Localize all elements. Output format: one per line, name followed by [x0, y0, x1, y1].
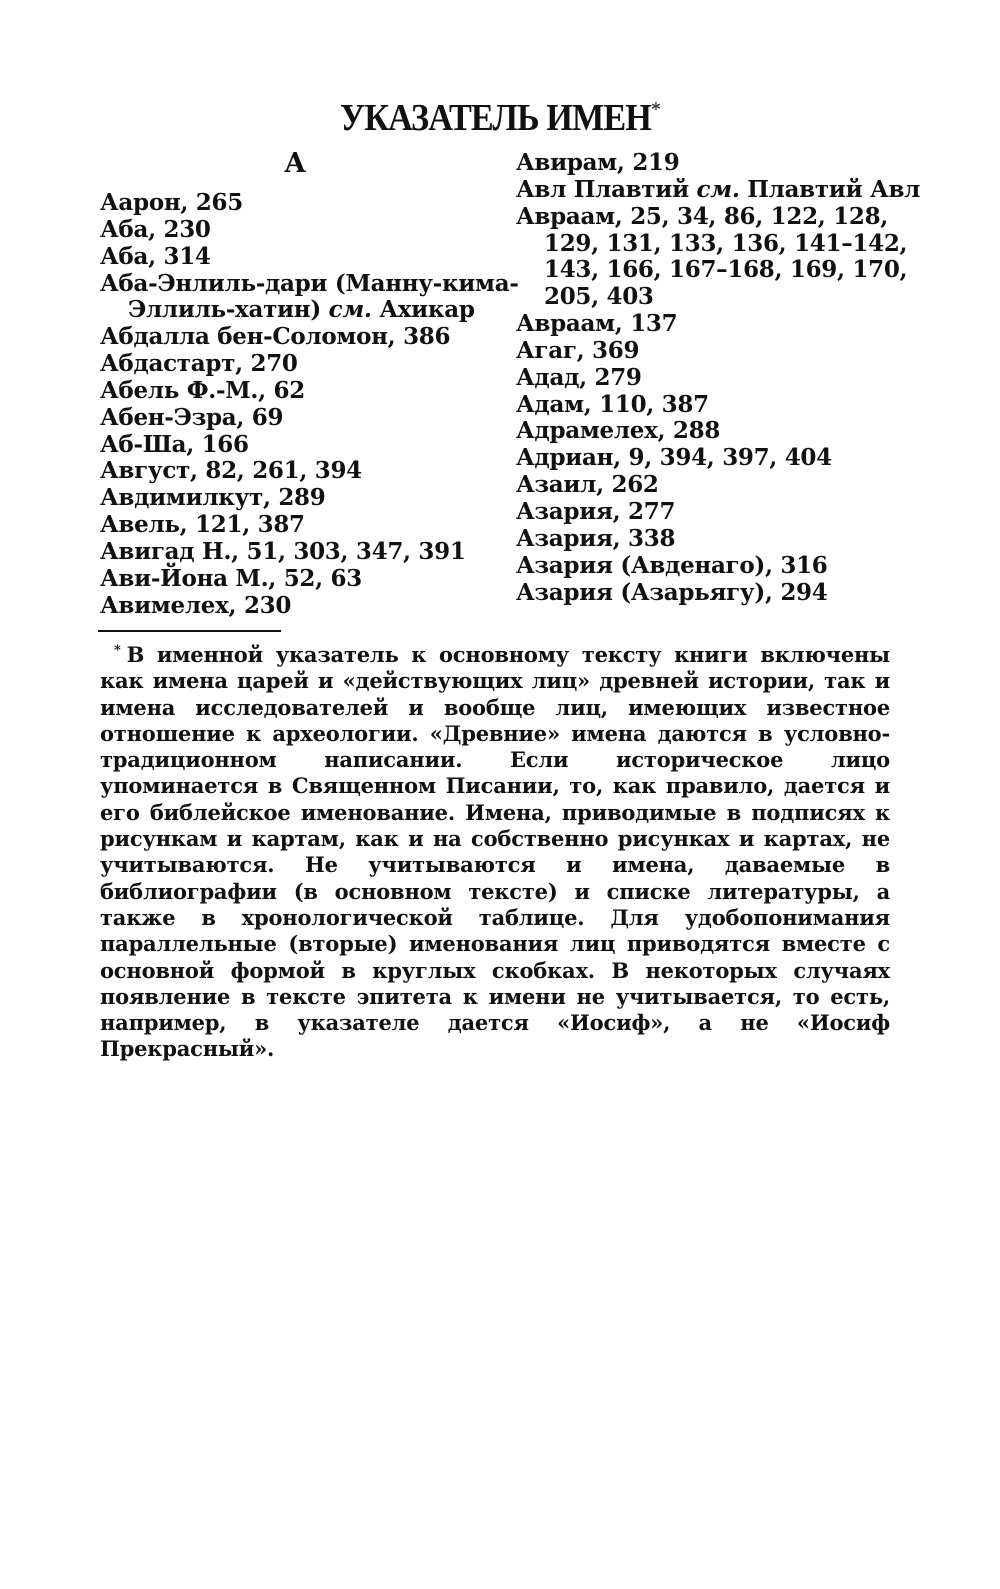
index-entry-see-target: Плавтий Авл	[739, 175, 921, 203]
index-entry-text: Авдимилкут, 289	[100, 484, 326, 512]
index-column-left	[100, 148, 519, 620]
index-column-right	[516, 149, 921, 606]
index-entry-see-target: Ахикар	[371, 296, 475, 324]
index-entry-text: Абдалла бен-Соломон, 386	[100, 323, 451, 351]
index-entry-text: Аба, 230	[100, 215, 211, 243]
index-entry-text: Аарон, 265	[100, 189, 243, 216]
index-entry	[516, 202, 908, 311]
index-entry-see-reference: см.	[696, 175, 740, 203]
footnote	[100, 638, 890, 1063]
index-letter-heading: А	[284, 148, 306, 179]
index-entry	[516, 553, 900, 580]
index-entry	[516, 526, 900, 553]
index-entry-line: Аба-Энлиль-дари (Манну-кима-	[100, 269, 519, 297]
index-entry-text: Адрамелех, 288	[516, 417, 721, 445]
index-entry-line: 143, 166, 167–168, 169, 170,	[544, 256, 908, 284]
index-entry-text: Аба, 314	[100, 242, 211, 270]
index-entry	[516, 338, 900, 365]
footnote-mark: *	[114, 643, 121, 658]
index-entry	[100, 324, 490, 351]
index-entry	[516, 150, 900, 177]
index-entry-text: Абдастарт, 270	[100, 350, 298, 378]
index-entry	[100, 458, 490, 485]
index-entry	[516, 445, 900, 472]
index-entry-text: Азария (Авденаго), 316	[516, 551, 828, 579]
index-entry-list-right	[516, 149, 921, 606]
index-entry	[100, 269, 519, 325]
index-entry-text: Авигад Н., 51, 303, 347, 391	[100, 537, 466, 565]
footnote-divider	[98, 630, 281, 632]
index-entry	[100, 432, 490, 459]
index-entry	[100, 378, 490, 405]
index-entry-text: Адриан, 9, 394, 397, 404	[516, 444, 832, 472]
index-entry-name: Авл Плавтий	[516, 175, 697, 203]
index-entry	[516, 499, 900, 526]
index-entry-line: 129, 131, 133, 136, 141–142,	[544, 229, 908, 257]
index-entry	[516, 472, 900, 499]
page-title-text: УКАЗАТЕЛЬ ИМЕН	[339, 97, 652, 139]
index-entry	[100, 566, 490, 593]
index-entry-text: Азария, 277	[516, 497, 676, 525]
index-entry	[516, 418, 900, 445]
index-entry	[100, 593, 490, 620]
index-entry-text: Адад, 279	[516, 363, 642, 391]
index-entry	[100, 244, 490, 271]
index-entry-text: Абель Ф.-М., 62	[100, 376, 305, 404]
index-entry	[100, 351, 490, 378]
index-entry-text: Август, 82, 261, 394	[100, 457, 362, 485]
index-entry-list-left	[100, 189, 519, 620]
index-entry	[516, 175, 921, 204]
index-entry	[100, 539, 490, 566]
index-entry-see-reference: см.	[328, 296, 372, 324]
index-entry	[100, 217, 490, 244]
index-entry-text: Аб-Ша, 166	[100, 430, 249, 458]
index-entry-text: Адам, 110, 387	[516, 390, 709, 418]
index-entry	[516, 311, 900, 338]
index-entry-text: Агаг, 369	[516, 336, 640, 364]
index-entry	[100, 405, 490, 432]
index-entry-line: Эллиль-хатин)	[128, 296, 329, 324]
footnote-reference-mark: *	[651, 96, 661, 122]
index-entry-text: Азария, 338	[516, 524, 676, 552]
index-entry	[516, 392, 900, 419]
index-entry-text: Авель, 121, 387	[100, 511, 305, 539]
index-entry-text: Авирам, 219	[516, 149, 680, 176]
index-entry-text: Авимелех, 230	[100, 591, 292, 619]
footnote-text: В именной указатель к основному тексту книги включены как имена царей и «действующих лиц» древней истории, так и имена исследователей и вообще лиц, имеющих известное отношение к археологии. «Древние» имена даются в условно-традиционном написании. Если историческое лицо упоминается в Священном Писании, то, как правило, дается и его библейское именование. Имена, приводимые в подписях к рисункам и картам, как и на собственно рисунках и картах, не учитываются. Не учитываются и имена, даваемые в библиографии (в основном тексте) и списке литературы, а также в хронологической таблице. Для удобопонимания параллельные (вторые) именования лиц приводятся вместе с основной формой в круглых скобках. В некоторых случаях появление в тексте эпитета к имени не учитывается, то есть, например, в указателе дается «Иосиф», а не «Иосиф Прекрасный».	[100, 642, 890, 1062]
index-entry	[100, 512, 490, 539]
index-entry	[516, 365, 900, 392]
index-entry-text: Абен-Эзра, 69	[100, 403, 284, 431]
index-entry	[100, 190, 490, 217]
index-entry-text: Ави-Йона М., 52, 63	[100, 564, 362, 592]
page-title	[50, 96, 950, 140]
index-entry-line: Авраам, 25, 34, 86, 122, 128,	[516, 202, 889, 230]
index-entry-line: 205, 403	[544, 283, 654, 311]
index-entry	[516, 580, 900, 607]
index-entry-text: Авраам, 137	[516, 310, 678, 338]
index-entry-text: Азария (Азарьягу), 294	[516, 578, 828, 606]
index-entry-text: Азаил, 262	[516, 471, 659, 499]
index-entry	[100, 485, 490, 512]
